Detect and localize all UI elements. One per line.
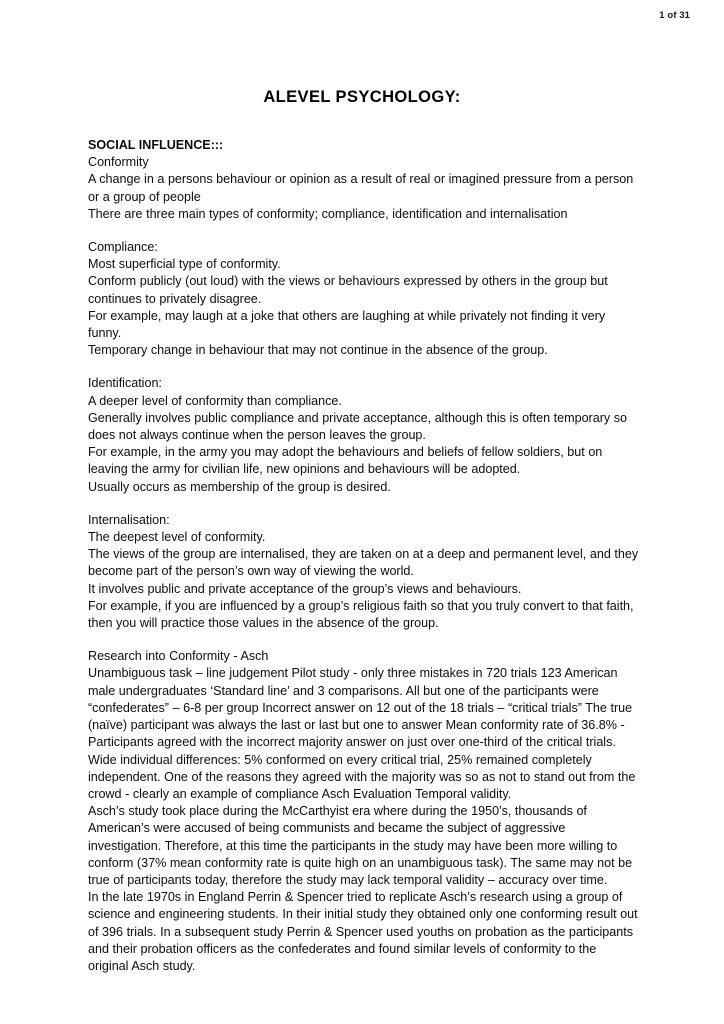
- section-paragraph: It involves public and private acceptance of the group’s views and behaviours.: [88, 581, 522, 596]
- section-heading: Research into Conformity - Asch: [88, 649, 269, 664]
- section-paragraph: Asch’s study took place during the McCarthyist era where during the 1950’s, thousands of American’s were accused of being communists and became the subject of aggressive investigation. Therefore, at this time the participants in the study may have been more willing to conform (37% mean conformity rate is quite high on an unambiguous task). The same may not be true of participants today, therefore the study may lack temporal validity – accuracy over time.: [88, 804, 633, 887]
- section-paragraph: Temporary change in behaviour that may not continue in the absence of the group.: [88, 343, 548, 358]
- section-paragraph: Unambiguous task – line judgement Pilot study - only three mistakes in 720 trials 123 American male undergraduates ‘Standard line’ and 3 comparisons. All but one of the participants were “confederates” – 6-8 per group Incorrect answer on 12 out of the 18 trials – “critical trials” The true (naïve) participant was always the last or last but one to answer Mean conformity rate of 36.8% - Participants agreed with the incorrect majority answer on just over one-third of the critical trials. Wide individual differences: 5% conformed on every critical trial, 25% remained completely independent. One of the reasons they agreed with the majority was so as not to stand out from the crowd - clearly an example of compliance Asch Evaluation Temporal validity.: [88, 666, 636, 801]
- section-paragraph: The deepest level of conformity.: [88, 530, 266, 545]
- section-paragraph: There are three main types of conformity; compliance, identification and internalisation: [88, 206, 568, 221]
- section-paragraph: Conform publicly (out loud) with the views or behaviours expressed by others in the group but continues to privately disagree.: [88, 274, 608, 306]
- section-subheading: Conformity: [88, 155, 149, 170]
- section-paragraph: For example, may laugh at a joke that others are laughing at while privately not finding it very funny.: [88, 308, 606, 341]
- section-heading: Compliance:: [88, 240, 158, 255]
- section-heading: Internalisation:: [88, 512, 170, 527]
- section-paragraph: A change in a persons behaviour or opinion as a result of real or imagined pressure from a person or a group of people: [88, 172, 634, 204]
- section-internalisation: [88, 512, 640, 632]
- page-number-indicator: 1 of 31: [659, 10, 690, 21]
- section-paragraph: A deeper level of conformity than compliance.: [88, 393, 342, 408]
- section-compliance: [88, 239, 640, 359]
- section-heading: Identification:: [88, 376, 162, 391]
- document-body: [88, 137, 640, 975]
- section-paragraph: For example, if you are influenced by a group’s religious faith so that you truly convert to that faith, then you will practice those values in the absence of the group.: [88, 598, 634, 631]
- section-research-asch: [88, 648, 640, 975]
- section-paragraph: In the late 1970s in England Perrin & Spencer tried to replicate Asch’s research using a group of science and engineering students. In their initial study they obtained only one conforming result out of 396 trials. In a subsequent study Perrin & Spencer used youths on probation as the participants and their probation officers as the confederates and found similar levels of conformity to the original Asch study.: [88, 890, 638, 973]
- section-paragraph: The views of the group are internalised, they are taken on at a deep and permanent level, and they become part of the person’s own way of viewing the world.: [88, 547, 639, 579]
- page-title: ALEVEL PSYCHOLOGY:: [263, 88, 461, 106]
- section-paragraph: Generally involves public compliance and private acceptance, although this is often temporary so does not always continue when the person leaves the group.: [88, 410, 628, 443]
- section-paragraph: For example, in the army you may adopt the behaviours and beliefs of fellow soldiers, but on leaving the army for civilian life, new opinions and behaviours will be adopted.: [88, 445, 603, 477]
- section-heading: SOCIAL INFLUENCE:::: [88, 138, 224, 152]
- section-paragraph: Usually occurs as membership of the group is desired.: [88, 479, 391, 494]
- section-identification: [88, 375, 640, 495]
- section-social-influence: [88, 137, 640, 223]
- section-paragraph: Most superficial type of conformity.: [88, 257, 281, 272]
